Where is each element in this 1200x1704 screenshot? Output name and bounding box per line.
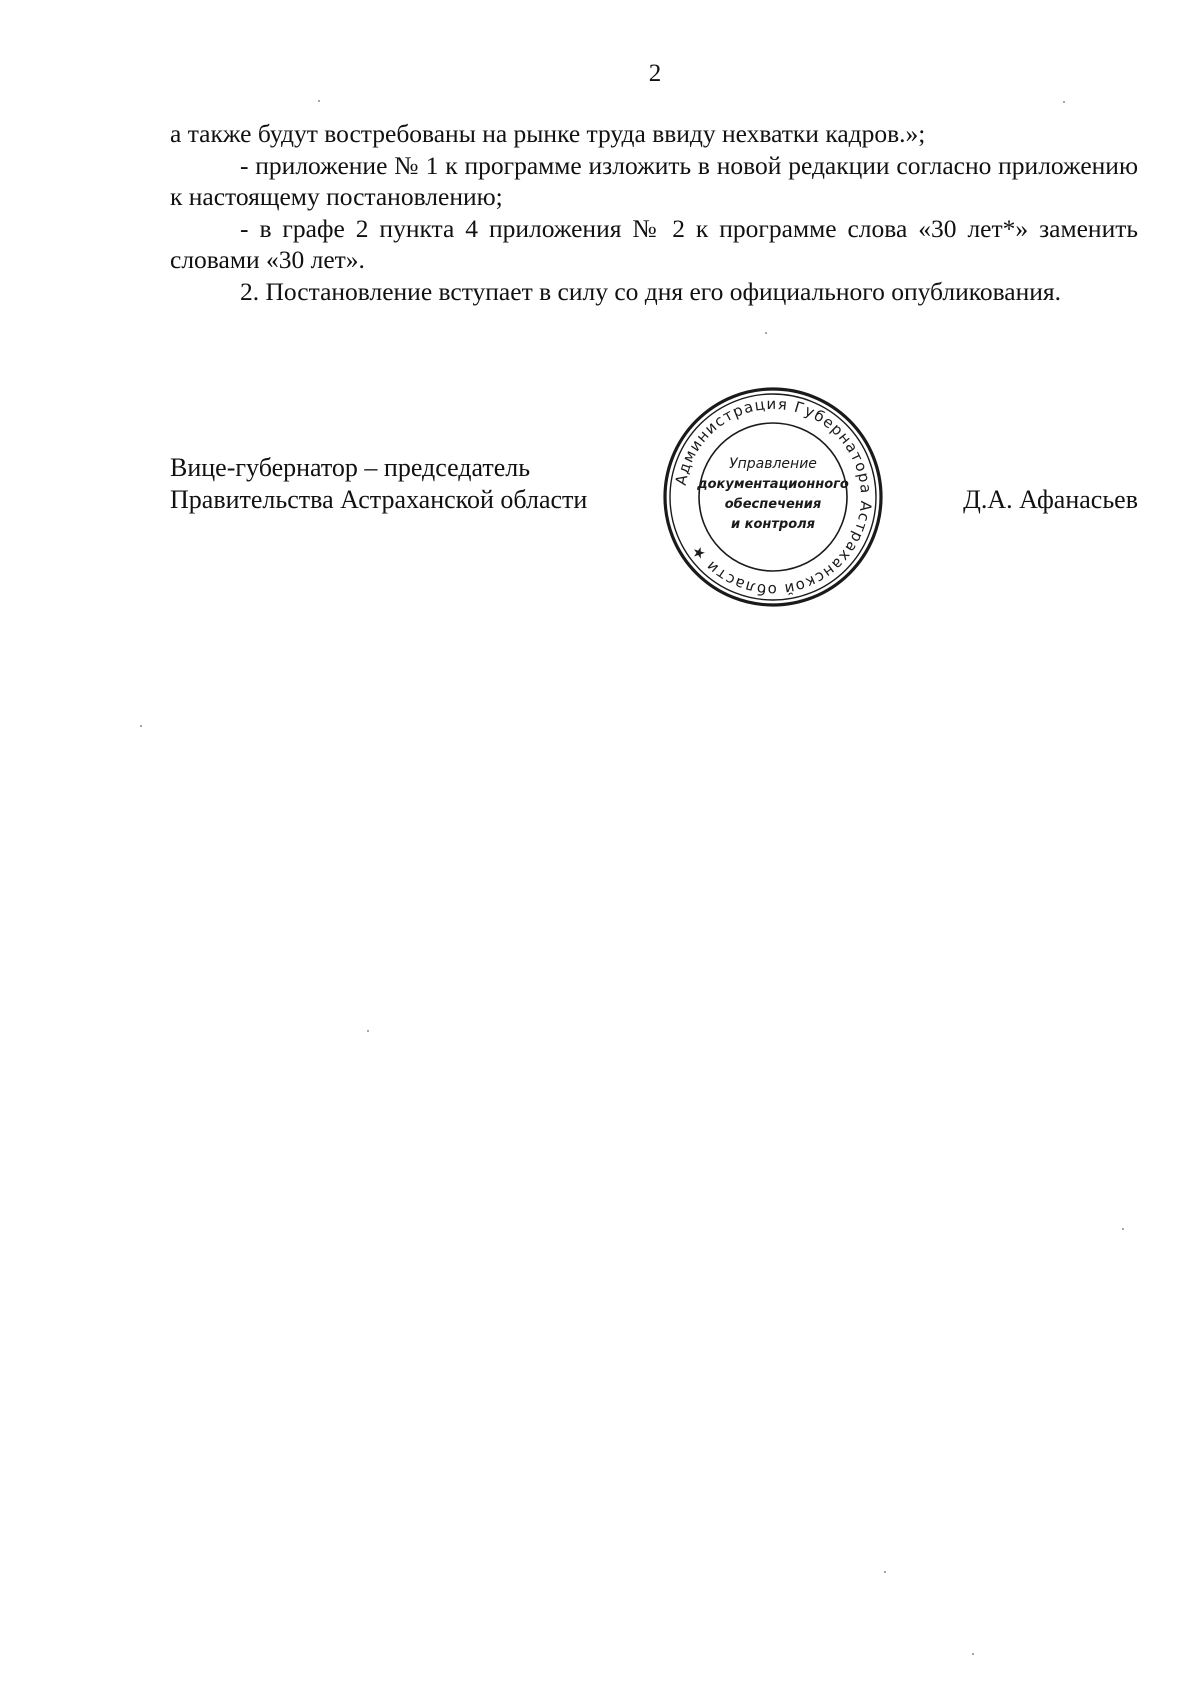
signatory-position <box>170 452 587 516</box>
paragraph-appendix-2: - в графе 2 пункта 4 приложения № 2 к программе слова «30 лет*» заменить словами «30 лет». <box>170 213 1138 274</box>
scan-speck <box>318 100 320 102</box>
paragraph-continuation: а также будут востребованы на рынке труда ввиду нехватки кадров.»; <box>170 119 926 148</box>
scan-speck <box>1063 101 1065 103</box>
seal-center-line-1: Управление <box>729 456 817 472</box>
seal-center-line-3: обеспечения <box>724 497 822 512</box>
scan-speck <box>1122 1228 1124 1230</box>
seal-center-line-2: документационного <box>697 477 849 492</box>
scan-speck <box>884 1571 886 1573</box>
signatory-position-line-2: Правительства Астраханской области <box>170 485 588 514</box>
signatory-position-line-1: Вице-губернатор – председатель <box>170 453 531 482</box>
scan-speck <box>140 725 142 727</box>
scan-speck <box>765 332 767 334</box>
scan-speck <box>972 1653 974 1655</box>
seal-center-line-4: и контроля <box>730 517 816 532</box>
seal-ring-text: Администрация Губернатора Астраханской области ★ <box>671 394 876 600</box>
signatory-name: Д.А. Афанасьев <box>963 485 1138 514</box>
paragraph-effective-date: 2. Постановление вступает в силу со дня его официального опубликования. <box>240 276 1061 306</box>
paragraph-appendix-1: - приложение № 1 к программе изложить в новой редакции согласно приложению к настоящему постановлению; <box>170 150 1138 211</box>
official-seal <box>658 382 888 612</box>
document-body <box>170 118 1138 307</box>
page-number: 2 <box>648 60 662 87</box>
scan-speck <box>367 1030 369 1032</box>
